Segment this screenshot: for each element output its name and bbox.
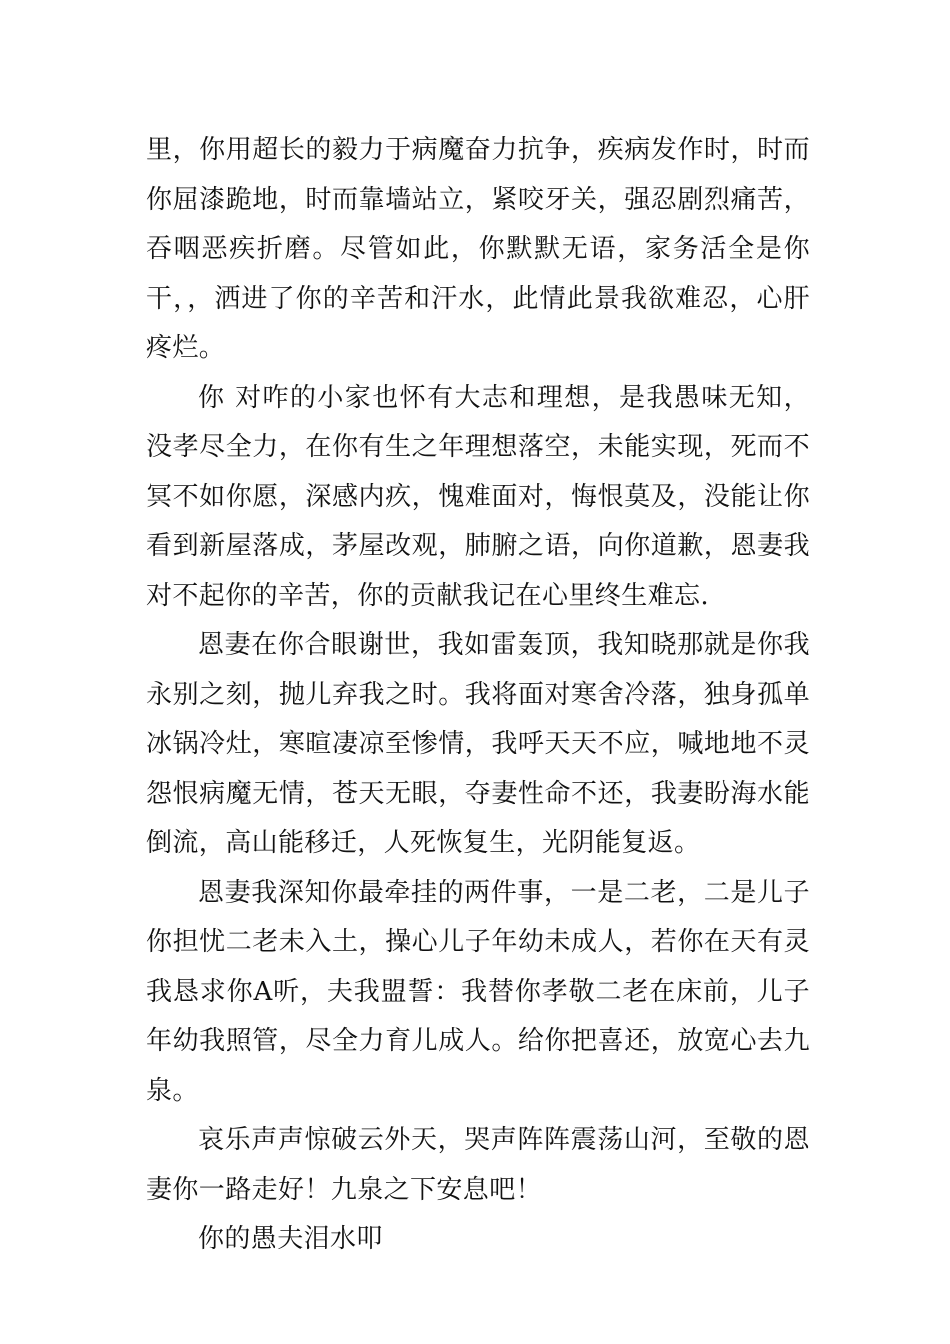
paragraph-3: 恩妻在你合眼谢世，我如雷轰顶，我知晓那就是你我永别之刻，抛儿弃我之时。我将面对寒舍冷落，独身孤单冰锅冷灶，寒暄凄凉至惨情，我呼天天不应，喊地地不灵怨恨病魔无情，苍天无眼，夺妻性命不还，我妻盼海水能倒流，高山能移迁，人死恢复生，光阴能复返。 — [146, 630, 810, 858]
paragraph-5: 哀乐声声惊破云外天，哭声阵阵震荡山河，至敬的恩妻你一路走好！九泉之下安息吧！ — [146, 1125, 810, 1205]
paragraph-4: 恩妻我深知你最牵挂的两件事，一是二老，二是儿子你担忧二老未入土，操心儿子年幼未成人，若你在天有灵我恳求你A听，夫我盟誓：我替你孝敬二老在床前，儿子年幼我照管，尽全力育儿成人。给你把喜还，放宽心去九泉。 — [146, 877, 810, 1106]
signature-line: 你的愚夫泪水叩 — [198, 1224, 383, 1254]
paragraph-2: 你 对咋的小家也怀有大志和理想，是我愚味无知，没孝尽全力，在你有生之年理想落空，未能实现，死而不冥不如你愿，深感内疚，愧难面对，悔恨莫及，没能让你看到新屋落成，茅屋改观，肺腑之语，向你道歉，恩妻我对不起你的辛苦，你的贡献我记在心里终生难忘. — [146, 382, 810, 611]
paragraph-1: 里，你用超长的毅力于病魔奋力抗争，疾病发作时，时而你屈漆跪地，时而靠墙站立，紧咬牙关，强忍剧烈痛苦，吞咽恶疾折磨。尽管如此，你默默无语，家务活全是你干，，洒进了你的辛苦和汗水，此情此景我欲难忍，心肝疼烂。 — [146, 135, 810, 363]
document-body — [146, 126, 810, 1265]
